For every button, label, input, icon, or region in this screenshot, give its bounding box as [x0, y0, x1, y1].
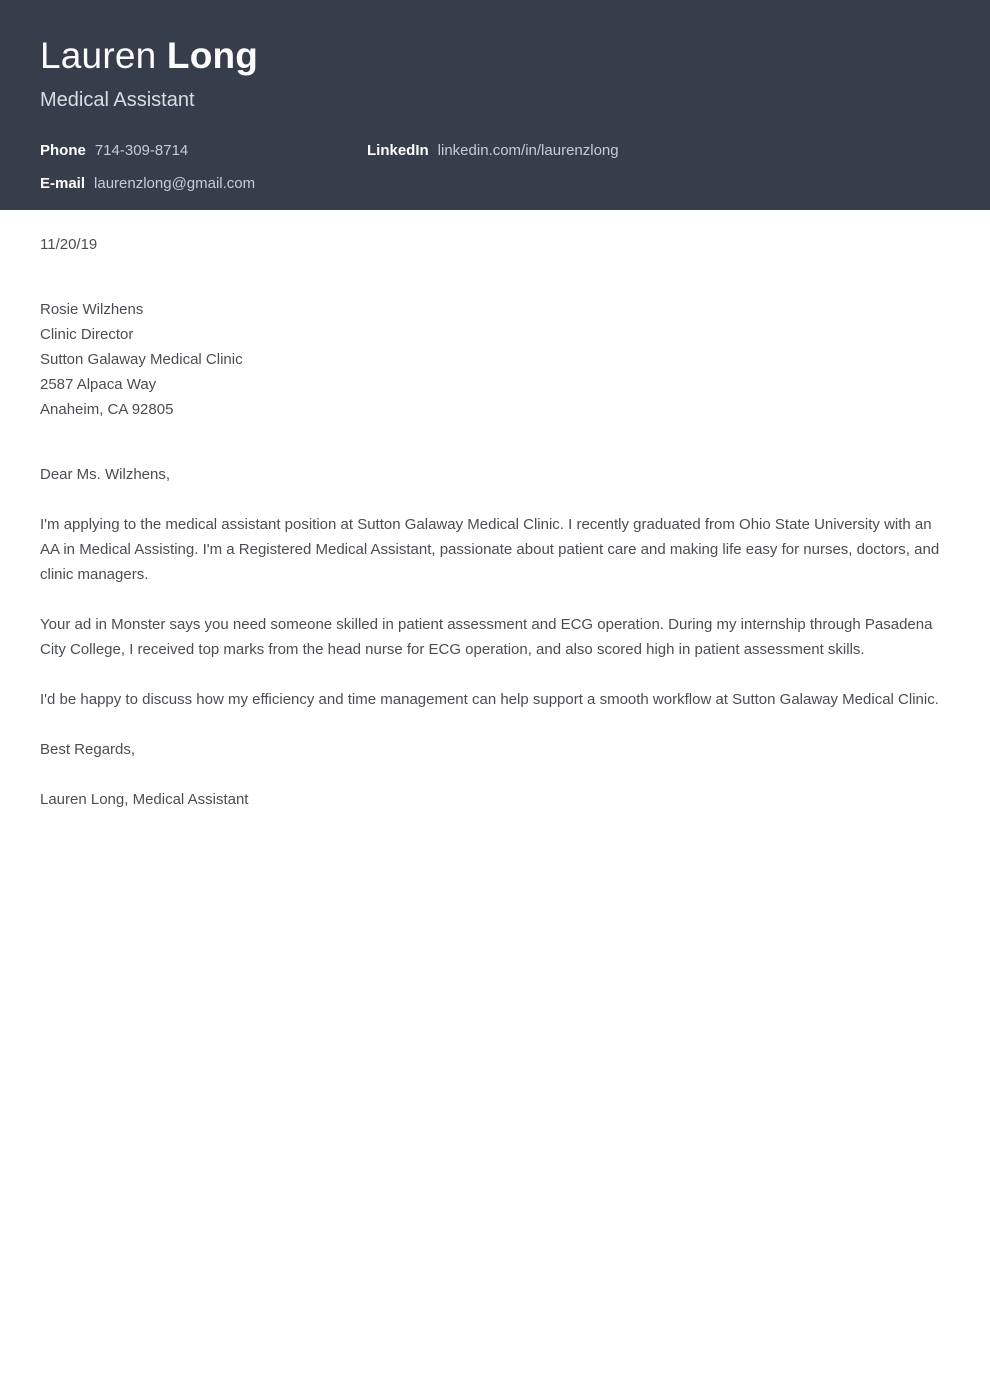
recipient-block [40, 297, 940, 422]
contact-phone-value: 714-309-8714 [94, 142, 189, 159]
contact-info [40, 141, 950, 194]
contact-linkedin-value: linkedin.com/in/laurenzlong [437, 142, 619, 159]
closing: Best Regards, [40, 741, 136, 758]
job-title: Medical Assistant [40, 89, 195, 111]
contact-linkedin [367, 141, 950, 161]
contact-email-label: E-mail [40, 175, 86, 192]
letter-body [0, 210, 990, 812]
signature: Lauren Long, Medical Assistant [40, 791, 249, 808]
body-paragraph-3: I'd be happy to discuss how my efficiency and time management can help support a smooth workflow at Sutton Galaway Medical Clinic. [40, 691, 939, 708]
contact-phone [40, 141, 367, 161]
last-name: Long [166, 35, 259, 76]
recipient-city: Anaheim, CA 92805 [40, 401, 174, 418]
contact-linkedin-label: LinkedIn [367, 142, 429, 159]
contact-phone-label: Phone [40, 142, 86, 159]
contact-email-value: laurenzlong@gmail.com [94, 175, 256, 192]
body-paragraph-2: Your ad in Monster says you need someone skilled in patient assessment and ECG operation. During my internship through Pasadena City College, I received top marks from the head nurse for ECG operation, and also scored high in patient assessment skills. [40, 616, 933, 658]
first-name: Lauren [40, 35, 157, 76]
recipient-name: Rosie Wilzhens [40, 301, 144, 318]
recipient-title: Clinic Director [40, 326, 134, 343]
letter-date: 11/20/19 [40, 236, 98, 253]
recipient-company: Sutton Galaway Medical Clinic [40, 351, 243, 368]
name-heading [40, 34, 950, 78]
salutation: Dear Ms. Wilzhens, [40, 466, 171, 483]
contact-email [40, 174, 367, 194]
body-paragraph-1: I'm applying to the medical assistant position at Sutton Galaway Medical Clinic. I recently graduated from Ohio State University with an AA in Medical Assisting. I'm a Registered Medical Assistant, passionate about patient care and making life easy for nurses, doctors, and clinic managers. [40, 516, 940, 583]
recipient-address: 2587 Alpaca Way [40, 376, 157, 393]
letter-header [0, 0, 990, 210]
